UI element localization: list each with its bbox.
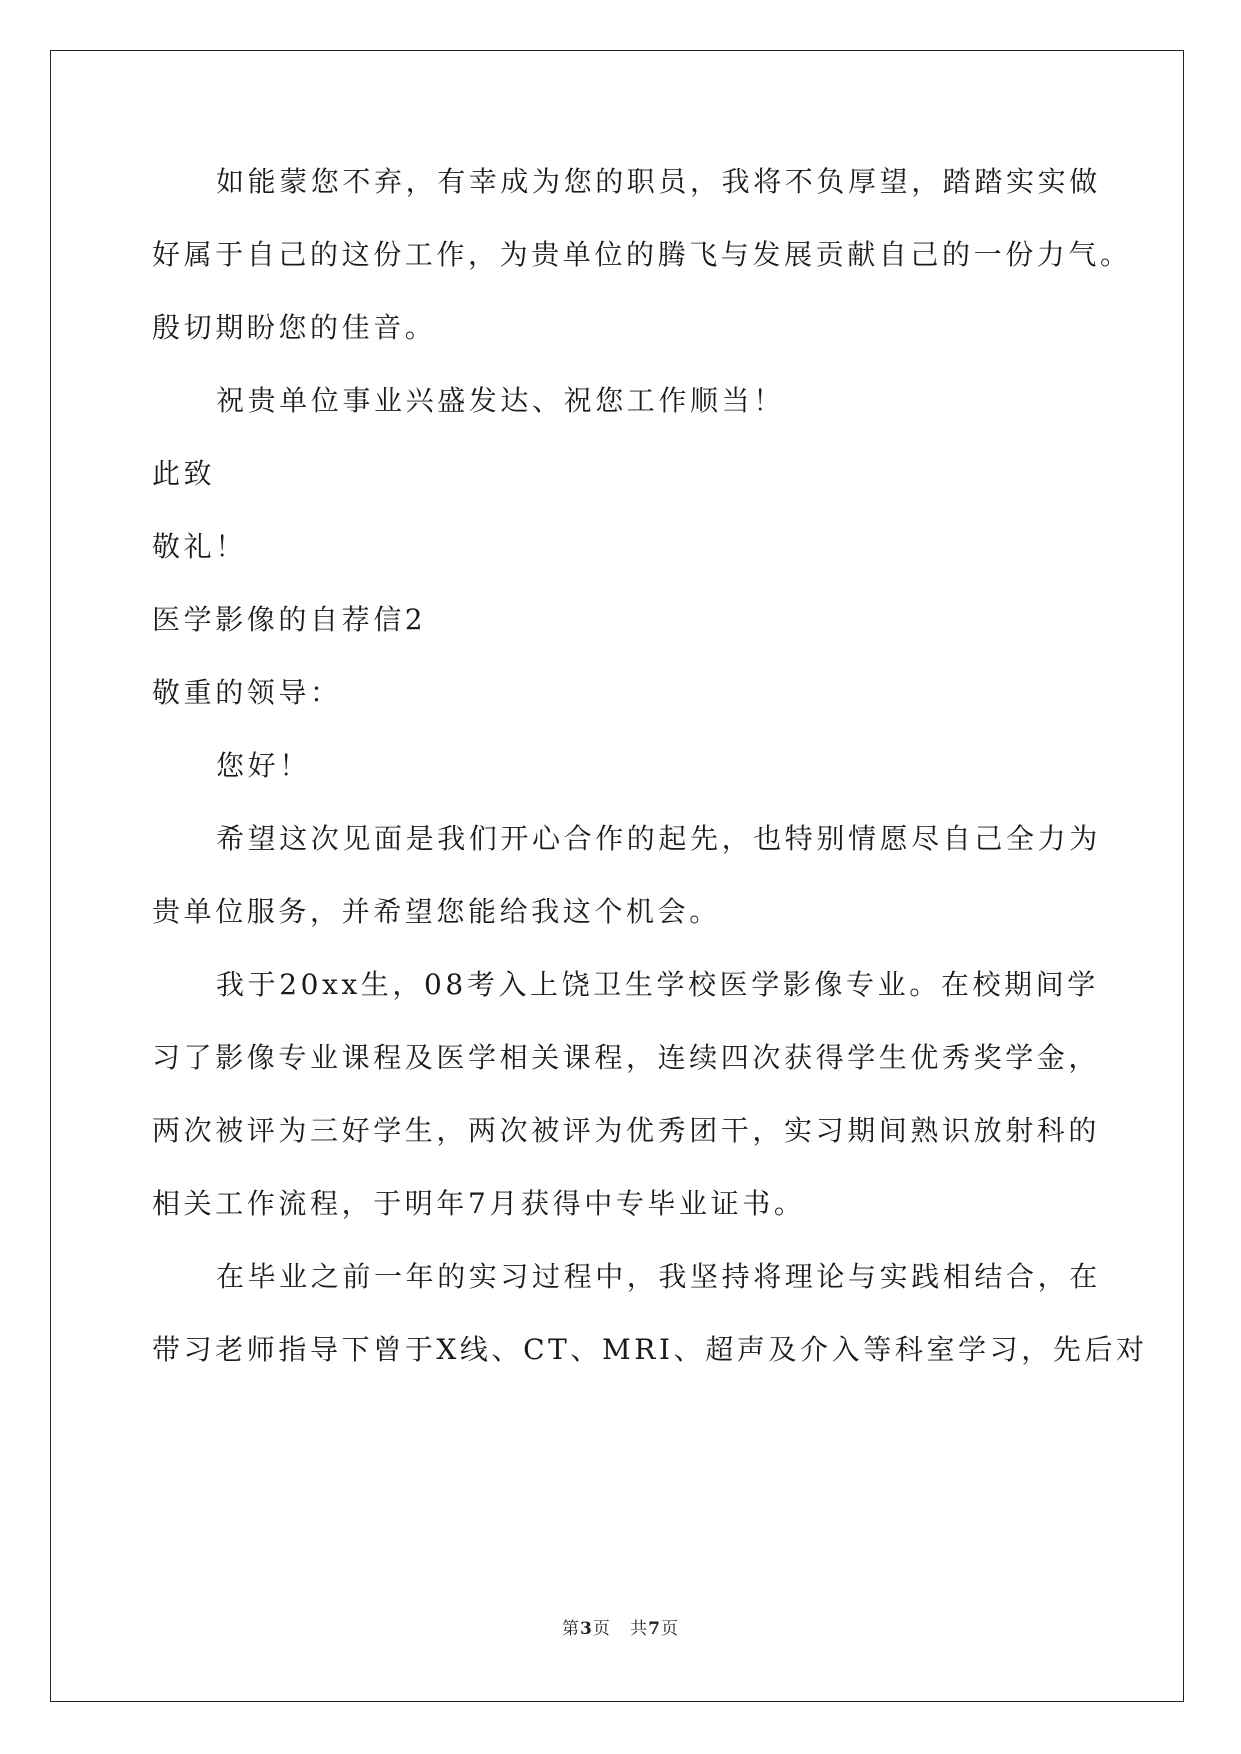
greeting-addressee: 敬重的领导：	[152, 676, 342, 709]
paragraph-line: 相关工作流程，于明年7月获得中专毕业证书。	[152, 1187, 806, 1220]
paragraph-line: 在毕业之前一年的实习过程中，我坚持将理论与实践相结合，在	[216, 1260, 1101, 1293]
salutation-jingli: 敬礼！	[152, 530, 247, 563]
closing-wish: 祝贵单位事业兴盛发达、祝您工作顺当！	[216, 384, 785, 417]
paragraph-line: 希望这次见面是我们开心合作的起先，也特别情愿尽自己全力为	[216, 822, 1101, 855]
footer-total-unit: 页	[660, 1619, 679, 1639]
footer-prefix: 第	[562, 1619, 581, 1639]
paragraph-line: 贵单位服务，并希望您能给我这个机会。	[152, 895, 721, 928]
paragraph-line: 两次被评为三好学生，两次被评为优秀团干，实习期间熟识放射科的	[152, 1114, 1101, 1147]
paragraph-line: 带习老师指导下曾于X线、CT、MRI、超声及介入等科室学习，先后对	[152, 1333, 1148, 1366]
paragraph-line: 殷切期盼您的佳音。	[152, 311, 437, 344]
greeting-hello: 您好！	[216, 749, 311, 782]
paragraph-line: 好属于自己的这份工作，为贵单位的腾飞与发展贡献自己的一份力气。	[152, 238, 1132, 271]
current-page-number: 3	[580, 1619, 593, 1639]
footer-total-prefix: 共	[630, 1619, 649, 1639]
paragraph-line: 我于20xx生，08考入上饶卫生学校医学影像专业。在校期间学	[216, 968, 1099, 1001]
paragraph-line: 如能蒙您不弃，有幸成为您的职员，我将不负厚望，踏踏实实做	[216, 165, 1101, 198]
section-title: 医学影像的自荐信2	[152, 603, 427, 636]
paragraph-line: 习了影像专业课程及医学相关课程，连续四次获得学生优秀奖学金，	[152, 1041, 1101, 1074]
total-page-number: 7	[648, 1619, 661, 1639]
salutation-cizhi: 此致	[152, 457, 216, 490]
page-footer	[0, 1614, 1241, 1639]
footer-page-unit: 页	[592, 1619, 611, 1639]
page-border	[50, 50, 1184, 1702]
